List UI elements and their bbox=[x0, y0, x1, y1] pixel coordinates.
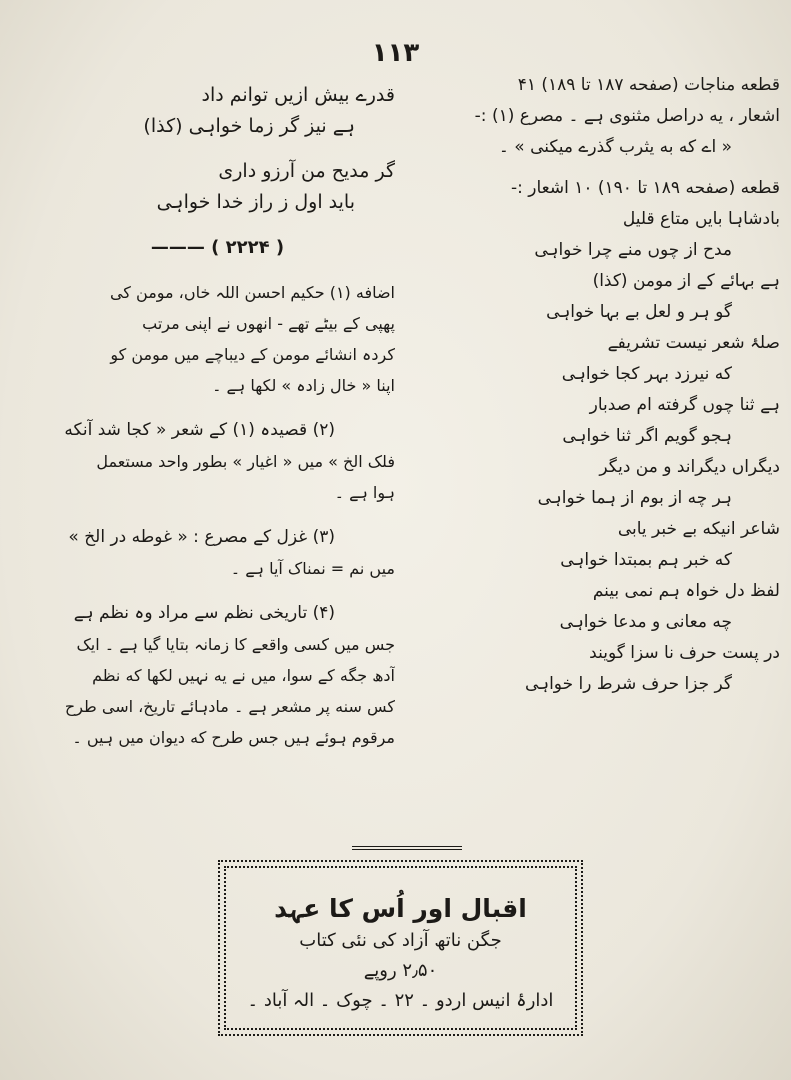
text-line: اشعار ، یه دراصل مثنوی ہے ۔ مصرع (۱) :- bbox=[474, 106, 780, 126]
ad-price: ۲٫۵۰ روپے bbox=[363, 960, 438, 981]
line-gap bbox=[40, 218, 395, 232]
text-line: کردہ انشائے مومن کے دیباچے میں مومن کو bbox=[110, 345, 395, 364]
text-line: ——— ( ۲۲۲۴ ) bbox=[150, 237, 285, 258]
verse-line: لفظ دل خواہ ہم نمی بینم bbox=[592, 581, 780, 601]
verse-line: دیگراں دیگراند و من دیگر bbox=[599, 457, 780, 477]
verse-line: ہے ثنا چوں گرفته ام صدبار bbox=[589, 395, 780, 415]
verse-line: شاعر انیکه بے خبر یابی bbox=[617, 519, 780, 539]
ad-title: اقبال اور اُس کا عہد bbox=[274, 894, 527, 923]
verse-line: در پست حرف نا سزا گویند bbox=[589, 643, 780, 663]
text-line: جس میں کسی واقعے کا زمانہ بتایا گیا ہے ۔ ایک bbox=[76, 635, 395, 654]
text-line: قطعه مناجات (صفحه ۱۸۷ تا ۱۸۹) ۴۱ bbox=[517, 75, 780, 95]
text-line: (۴) تاریخی نظم سے مراد وہ نظم ہے bbox=[73, 603, 335, 623]
verse-line: چه معانی و مدعا خواہی bbox=[559, 612, 732, 632]
text-line: آدھ جگه کے سوا، میں نے یه نہیں لکھا که نظم bbox=[92, 666, 395, 685]
verse-line: که نیرزد بہر کجا خواہی bbox=[561, 364, 732, 384]
text-line: اضافه (۱) حکیم احسن اللہ خاں، مومن کی bbox=[109, 283, 395, 302]
ad-subtitle: جگن ناتھ آزاد کی نئی کتاب bbox=[299, 930, 502, 951]
text-line: کس سنه پر مشعر ہے ۔ مادہائے تاریخ، اسی طرح bbox=[64, 697, 395, 716]
verse-line: صلۂ شعر نیست تشریفے bbox=[607, 333, 780, 353]
advertisement-box bbox=[218, 860, 583, 1036]
text-line: اپنا « خال زادہ » لکھا ہے ۔ bbox=[212, 376, 395, 395]
text-line: (۳) غزل کے مصرع : « غوطه در الخ » bbox=[68, 527, 335, 547]
line-gap bbox=[40, 142, 395, 156]
ad-publisher: ادارۂ انیس اردو ۔ ۲۲ ۔ چوک ۔ الہ آباد ۔ bbox=[247, 990, 554, 1011]
page-number: ۱۱۳ bbox=[371, 38, 420, 68]
text-line: فلک الخ » میں « اغیار » بطور واحد مستعمل bbox=[96, 452, 395, 471]
text-line: (۲) قصیدہ (۱) کے شعر « کجا شد آنکه bbox=[64, 420, 335, 440]
text-line: قطعه (صفحه ۱۸۹ تا ۱۹۰) ۱۰ اشعار :- bbox=[510, 178, 780, 198]
verse-line: گو ہر و لعل بے بہا خواہی bbox=[546, 302, 732, 322]
verse-line: بادشاہا بایں متاع قلیل bbox=[622, 209, 780, 229]
line-gap bbox=[410, 163, 780, 173]
text-line: مرقوم ہوئے ہیں جس طرح که دیوان میں ہیں ۔ bbox=[72, 728, 395, 747]
verse-line: که خبر ہم بمبتدا خواہی bbox=[560, 550, 732, 570]
right-column bbox=[410, 70, 780, 700]
line-gap bbox=[40, 401, 395, 415]
text-line: پھپی کے بیٹے تھے - انھوں نے اپنی مرتب bbox=[142, 314, 395, 333]
section-divider bbox=[352, 846, 462, 850]
text-line: میں نم = نمناک آیا ہے ۔ bbox=[230, 559, 395, 578]
text-line: ہوا ہے ۔ bbox=[334, 483, 395, 502]
line-gap bbox=[40, 508, 395, 522]
verse-line: گر مدیح من آرزو داری bbox=[218, 160, 395, 182]
verse-line: ہے نیز گر زما خواہی (کذا) bbox=[143, 115, 355, 137]
verse-line: ہجو گویم اگر ثنا خواہی bbox=[562, 426, 732, 446]
verse-line: قدرے بیش ازیں توانم داد bbox=[201, 84, 395, 106]
verse-line: گر جزا حرف شرط را خواہی bbox=[524, 674, 732, 694]
verse-line: ہر چه از بوم از ہما خواہی bbox=[537, 488, 732, 508]
verse-line: « اے که به یثرب گذرے میکنی » ۔ bbox=[498, 137, 732, 157]
verse-line: مدح از چوں منے چرا خواہی bbox=[534, 240, 732, 260]
line-gap bbox=[40, 584, 395, 598]
line-gap bbox=[40, 263, 395, 277]
left-column bbox=[40, 80, 395, 753]
verse-line: ہے بہائے کے از مومن (کذا) bbox=[592, 271, 780, 291]
verse-line: باید اول ز راز خدا خواہی bbox=[156, 191, 355, 213]
